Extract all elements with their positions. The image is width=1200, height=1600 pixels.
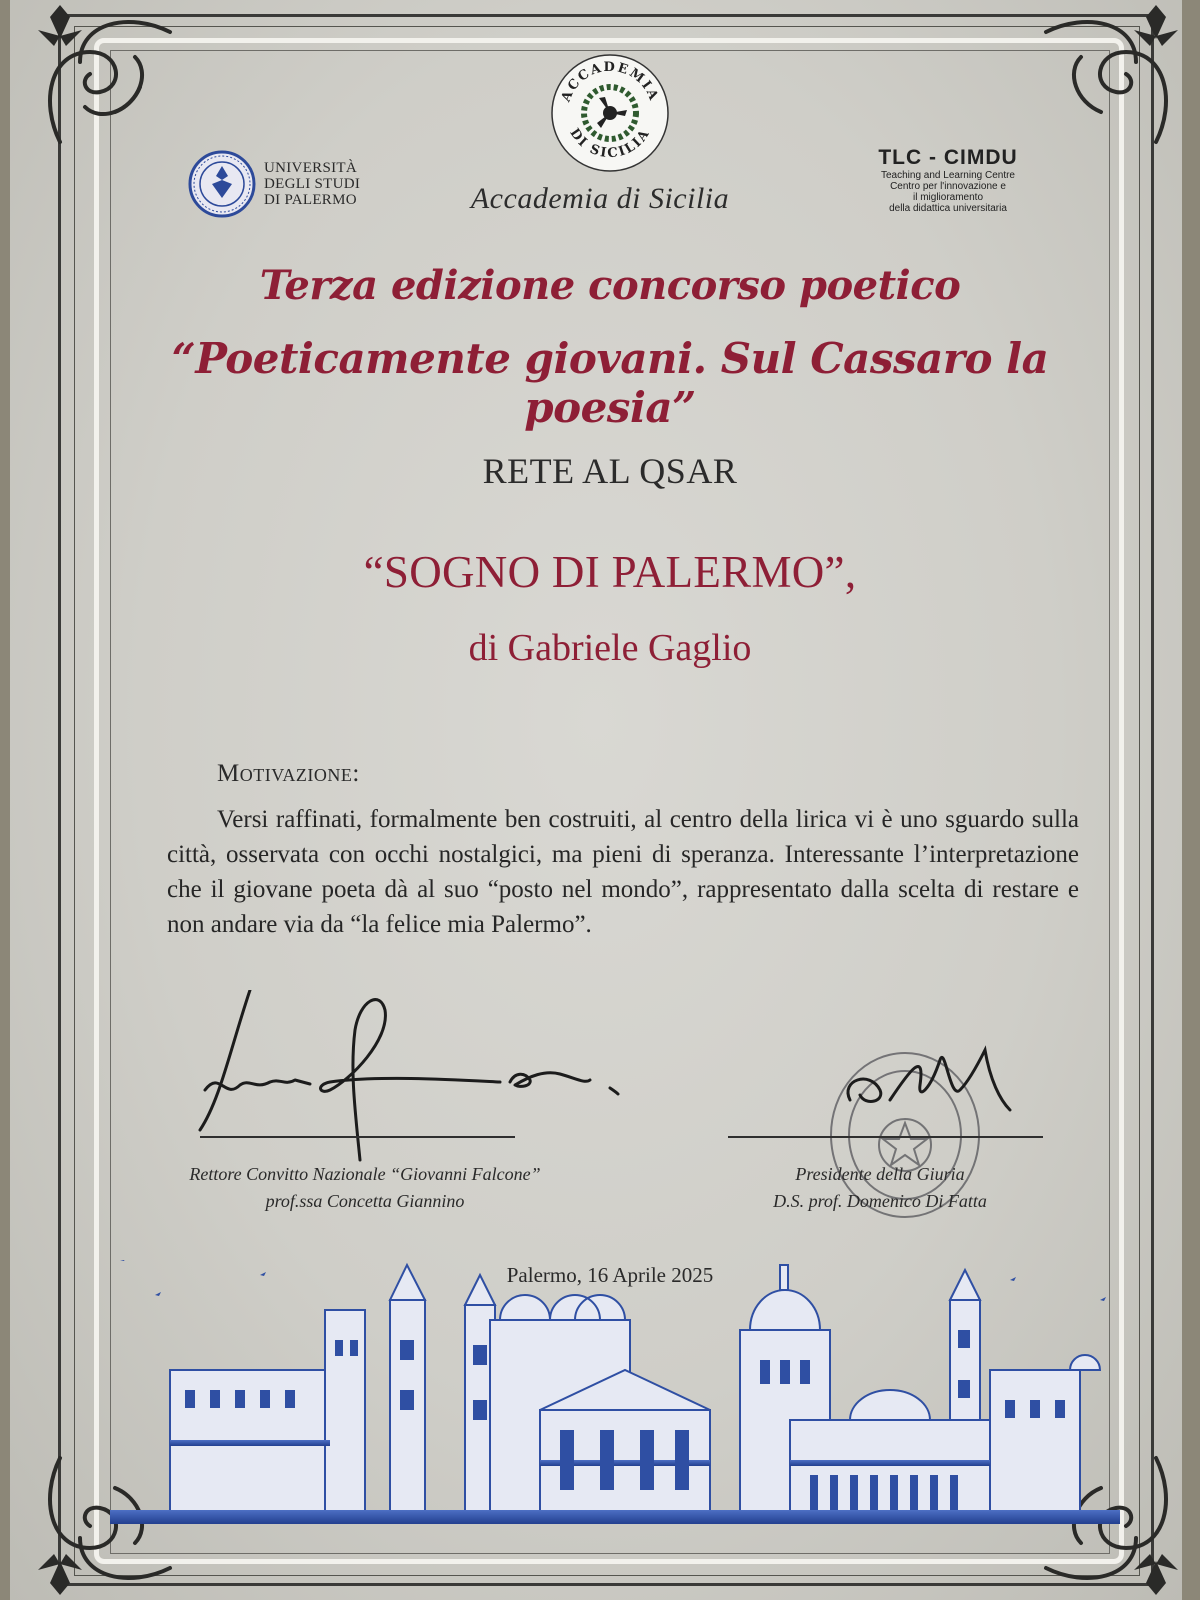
unipa-name <box>264 160 360 208</box>
signer-left-name: prof.ssa Concetta Giannino <box>265 1191 465 1211</box>
unipa-line: UNIVERSITÀ <box>264 160 357 176</box>
poem-title: “SOGNO DI PALERMO”, <box>363 547 857 597</box>
certificate <box>10 0 1182 1600</box>
poem-author: di Gabriele Gaglio <box>468 627 752 669</box>
school-name: RETE AL QSAR <box>482 451 738 491</box>
signature-line-right <box>728 1136 1043 1138</box>
signer-left-role: Rettore Convitto Nazionale “Giovanni Falcone” <box>189 1164 541 1184</box>
issue-date: Palermo, 16 Aprile 2025 <box>506 1263 714 1287</box>
tlc-sub-line: della didattica universitaria <box>889 203 1007 214</box>
tlc-logo <box>858 146 1038 214</box>
accademia-seal-top: ACCADEMIA <box>558 59 662 104</box>
signer-right-name: D.S. prof. Domenico Di Fatta <box>773 1191 987 1211</box>
corner-ornament-icon <box>1016 0 1182 172</box>
unipa-line: DEGLI STUDI <box>264 176 361 192</box>
tlc-title: TLC - CIMDU <box>878 146 1018 169</box>
accademia-seal-bottom: DI SICILIA <box>566 125 654 162</box>
signature-right-caption <box>710 1161 1050 1215</box>
palermo-skyline-icon <box>110 1260 1120 1560</box>
signature-left-icon <box>180 990 640 1190</box>
signer-right-role: Presidente della Giuria <box>795 1164 965 1184</box>
signature-line-left <box>200 1136 515 1138</box>
unipa-line: DI PALERMO <box>264 192 357 208</box>
contest-title: Terza edizione concorso poetico <box>259 262 961 309</box>
tlc-sub-line: Teaching and Learning Centre <box>881 170 1015 181</box>
corner-ornament-icon <box>20 0 200 172</box>
contest-subtitle: “Poeticamente giovani. Sul Cassaro la poesia” <box>171 334 1049 432</box>
signature-left-caption <box>130 1161 600 1215</box>
unipa-seal-icon <box>188 150 256 218</box>
motivation-text: Versi raffinati, formalmente ben costruiti, al centro della lirica vi è uno sguardo sulla città, osservata con occhi nostalgici, ma pieni di speranza. Interessante l’interpretazione che il giovane poeta dà al suo “posto nel mondo”, rappresentato dalla scelta di restare e non andare via da “la felice mia Palermo”. <box>167 806 1079 938</box>
accademia-logo <box>545 52 675 174</box>
signature-right-icon <box>810 1040 1060 1160</box>
unipa-logo <box>188 150 360 218</box>
tlc-sub-line: il miglioramento <box>912 192 984 203</box>
motivation-heading: Motivazione: <box>217 760 360 787</box>
tlc-sub-line: Centro per l'innovazione e <box>890 181 1006 192</box>
accademia-seal-icon <box>549 52 671 174</box>
accademia-name: Accademia di Sicilia <box>470 182 730 215</box>
tlc-subtitle <box>858 170 1038 214</box>
